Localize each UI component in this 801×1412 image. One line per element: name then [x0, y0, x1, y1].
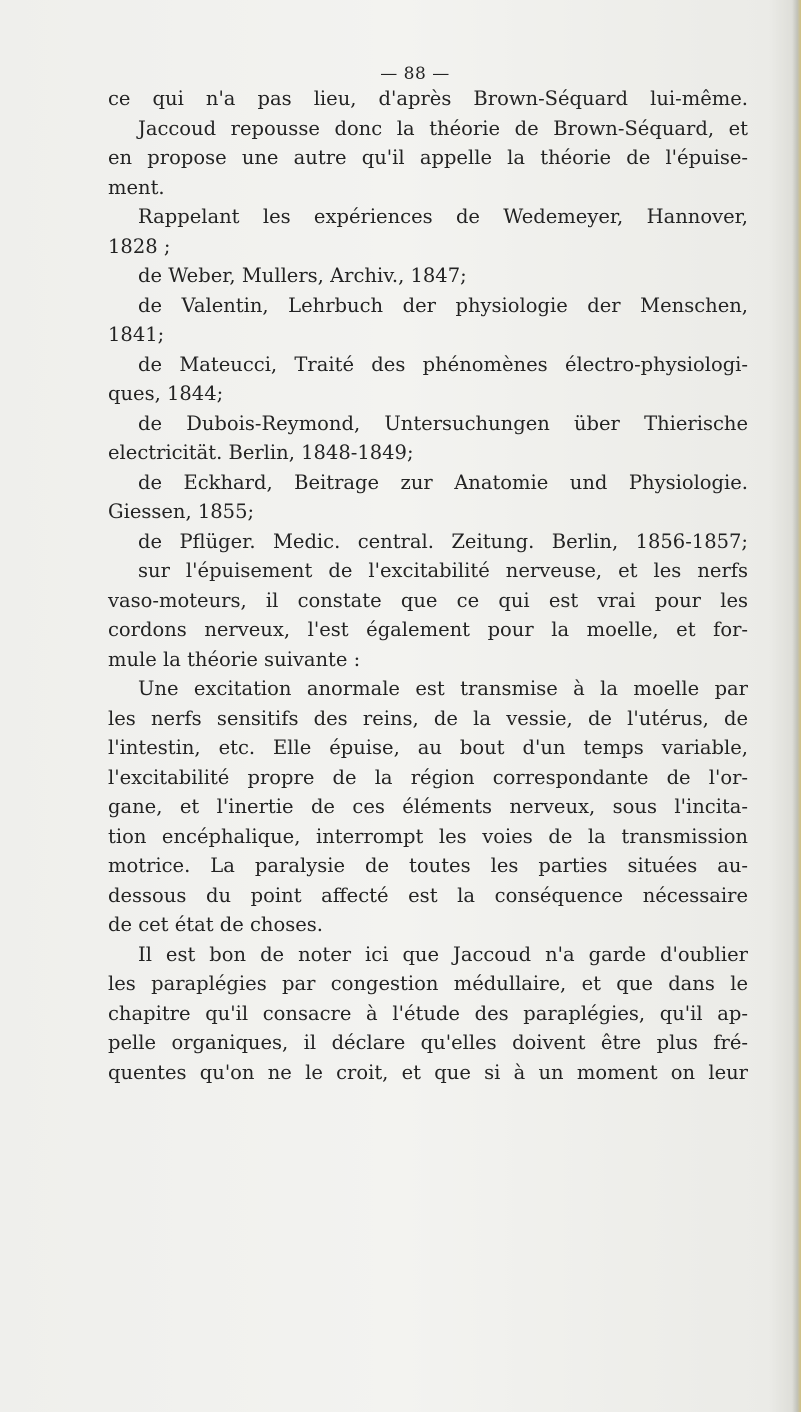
text-line: de Weber, Mullers, Archiv., 1847; — [138, 264, 467, 287]
text-line: 1828 ; — [108, 234, 171, 258]
text-line: quentes qu'on ne le croit, et que si à un moment on leur — [108, 1060, 748, 1084]
text-line: Une excitation anormale est transmise à la moelle par — [138, 677, 748, 700]
body-text — [108, 84, 748, 1087]
text-line: chapitre qu'il consacre à l'étude des paraplégies, qu'il ap- — [108, 1001, 748, 1025]
text-line: mule la théorie suivante : — [108, 647, 361, 671]
text-line: les nerfs sensitifs des reins, de la vessie, de l'utérus, de — [108, 706, 748, 730]
text-line: Il est bon de noter ici que Jaccoud n'a garde d'oublier — [138, 942, 748, 966]
text-line: l'excitabilité propre de la région correspondante de l'or- — [108, 765, 748, 789]
text-line: de Pflüger. Medic. central. Zeitung. Berlin, 1856-1857; — [138, 529, 748, 553]
text-line: de Mateucci, Traité des phénomènes électro-physiologi- — [138, 352, 748, 376]
text-line: pelle organiques, il déclare qu'elles doivent être plus fré- — [108, 1031, 748, 1054]
page-number: — 88 — — [380, 64, 450, 84]
text-line: tion encéphalique, interrompt les voies de la transmission — [108, 824, 748, 848]
text-line: Jaccoud repousse donc la théorie de Brown-Séquard, et — [138, 116, 748, 140]
text-line: l'intestin, etc. Elle épuise, au bout d'un temps variable, — [108, 736, 748, 759]
text-line: de Dubois-Reymond, Untersuchungen über Thierische — [138, 411, 748, 435]
text-line: Giessen, 1855; — [108, 500, 255, 523]
text-line: sur l'épuisement de l'excitabilité nerveuse, et les nerfs — [138, 559, 748, 582]
text-line: les paraplégies par congestion médullaire, et que dans le — [108, 972, 748, 995]
text-line: de Valentin, Lehrbuch der physiologie der Menschen, — [138, 293, 748, 317]
text-line: motrice. La paralysie de toutes les parties situées au- — [108, 854, 748, 877]
text-line: gane, et l'inertie de ces éléments nerveux, sous l'incita- — [108, 795, 748, 818]
text-line: electricität. Berlin, 1848-1849; — [108, 441, 414, 464]
text-line: ment. — [108, 175, 165, 199]
text-line: ce qui n'a pas lieu, d'après Brown-Séquard lui-même. — [108, 87, 748, 110]
text-line: de cet état de choses. — [108, 913, 323, 936]
text-line: 1841; — [108, 323, 165, 346]
text-line: ques, 1844; — [108, 382, 224, 405]
text-line: en propose une autre qu'il appelle la théorie de l'épuise- — [108, 146, 748, 169]
text-line: dessous du point affecté est la conséquence nécessaire — [108, 883, 748, 907]
text-line: Rappelant les expériences de Wedemeyer, Hannover, — [138, 205, 748, 228]
text-line: vaso-moteurs, il constate que ce qui est vrai pour les — [108, 588, 748, 612]
text-line: de Eckhard, Beitrage zur Anatomie und Physiologie. — [138, 470, 748, 494]
page-edge-shadow — [792, 0, 801, 1412]
text-line: cordons nerveux, l'est également pour la moelle, et for- — [108, 618, 748, 641]
